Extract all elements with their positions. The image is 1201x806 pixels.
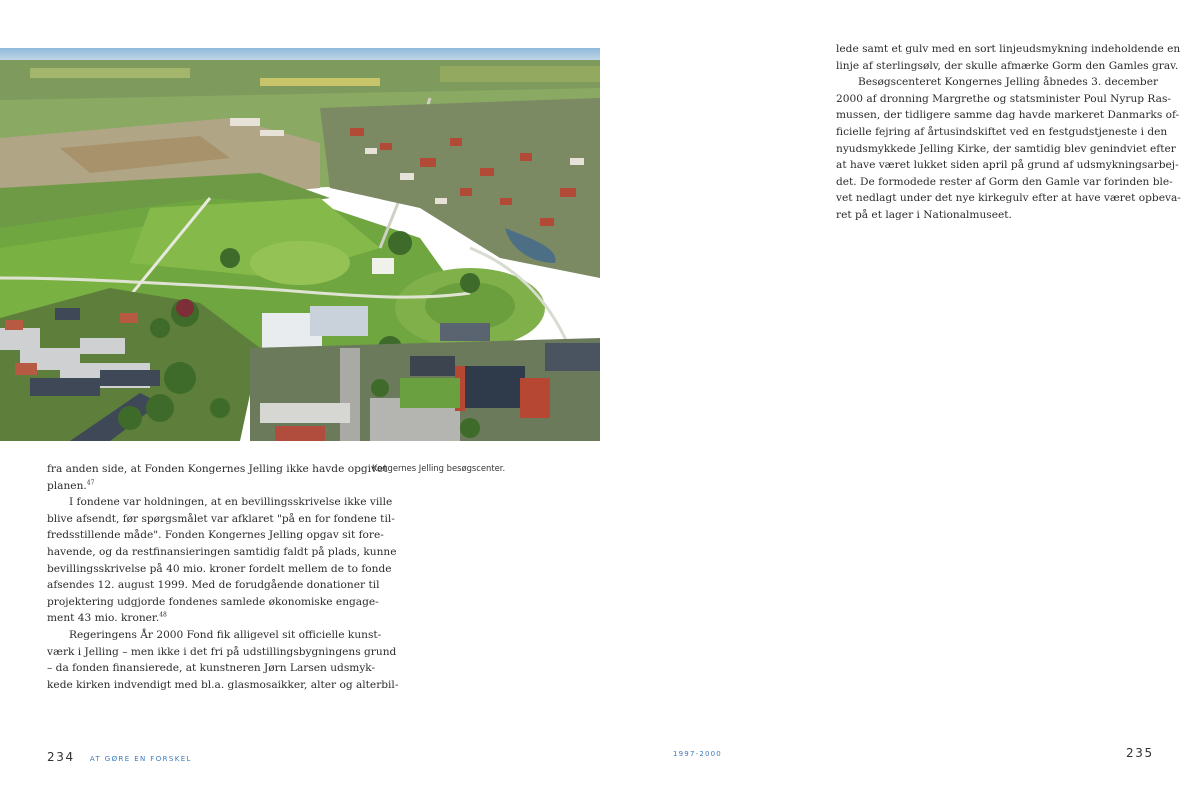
text-line: linje af sterlingsølv, der skulle afmærke Gorm den Gamles grav. [836,59,1179,72]
text-line [47,610,363,627]
footnote-ref: 47 [86,479,95,487]
text-line: – da fonden finansierede, at kunstneren Jørn Larsen udsmyk- [47,662,376,675]
text-line: Besøgscenteret Kongernes Jelling åbnedes 3. december [858,76,1159,89]
text-line: I fondene var holdningen, at en bevillingsskrivelse ikke ville [69,496,393,509]
text-line: fra anden side, at Fonden Kongernes Jelling ikke havde opgivet [47,463,388,475]
text-line: Regeringens År 2000 Fond fik alligevel sit officielle kunst- [69,628,382,641]
page-number-right: 235 [1126,746,1154,760]
text-line: projektering udgjorde fondenes samlede økonomiske engage- [47,595,379,608]
paragraph [47,494,397,627]
text-line: afsendes 12. august 1999. Med de forudgående donationer til [47,579,380,592]
text-line: ficielle fejring af årtusindskiftet ved en festgudstjeneste i den [836,125,1168,138]
paragraph [47,627,399,693]
text-line: lede samt et gulv med en sort linjeudsmykning indeholdende en [836,43,1181,55]
aerial-photo [0,48,600,441]
text-line: kede kirken indvendigt med bl.a. glasmosaikker, alter og alterbil- [47,678,399,691]
aerial-photo-jelling-icon [0,48,600,441]
page-number-left: 234 [47,750,75,764]
text-line-content: ment 43 mio. kroner. [47,612,160,625]
text-line: vet nedlagt under det nye kirkegulv efter at have været opbeva- [836,192,1181,205]
text-line: værk i Jelling – men ikke i det fri på udstillingsbygningens grund [47,645,397,658]
running-title-right: 1997-2000 [673,750,722,758]
running-title-left: AT GØRE EN FORSKEL [89,755,192,763]
text-line: ret på et lager i Nationalmuseet. [836,208,1012,221]
text-line-content: planen. [47,479,87,492]
text-line: nyudsmykkede Jelling Kirke, der samtidig blev genindviet efter [836,142,1176,155]
footnote-ref: 48 [159,611,167,619]
text-line: bevillingsskrivelse på 40 mio. kroner fordelt mellem de to fonde [47,562,392,575]
text-line [47,478,363,495]
text-line: at have været lukket siden april på grund af udsmykningsarbej- [836,159,1179,172]
text-line: fredsstillende måde". Fonden Kongernes Jelling opgav sit fore- [47,529,384,542]
left-text-column [47,461,399,693]
paragraph [836,41,1181,74]
text-line: mussen, der tidligere samme dag havde markeret Danmarks of- [836,109,1180,122]
right-text-column [836,41,1181,224]
text-line: havende, og da restfinansieringen samtidig faldt på plads, kunne [47,545,397,558]
text-line: det. De formodede rester af Gorm den Gamle var forinden ble- [836,175,1173,188]
text-line: 2000 af dronning Margrethe og statsminister Poul Nyrup Ras- [836,92,1171,105]
photo-caption: Kongernes Jelling besøgscenter. [372,463,506,473]
footer-left [47,746,192,765]
text-line: blive afsendt, før spørgsmålet var afklaret "på en for fondene til- [47,512,395,525]
paragraph [836,74,1181,223]
paragraph [47,461,388,494]
